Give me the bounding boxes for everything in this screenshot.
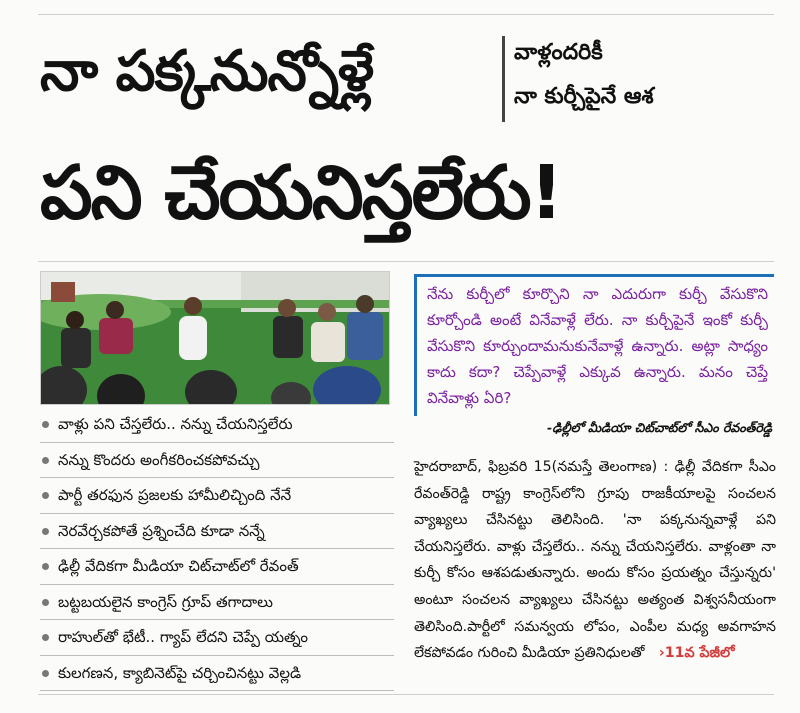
- highlights-list: [40, 407, 394, 691]
- highlight-text: రాహుల్‌తో భేటీ.. గ్యాప్ లేదని చెప్పే యత్నం: [58, 628, 308, 646]
- bullet-icon: [42, 670, 49, 677]
- pull-quote: [414, 274, 774, 416]
- highlight-text: కులగణన, క్యాబినెట్‌పై చర్చించినట్టు వెల్లడి: [58, 663, 302, 682]
- highlight-text: నెరవేర్చకపోతే ప్రశ్నించేది కూడా నన్నే: [58, 521, 265, 540]
- highlight-item: [40, 585, 394, 621]
- highlight-item: [40, 514, 394, 550]
- bullet-icon: [42, 421, 49, 428]
- bullet-icon: [42, 528, 49, 535]
- article-body: [414, 454, 776, 667]
- headline-line-2: పని చేయనిస్తలేరు!: [40, 150, 562, 236]
- meeting-photo: [40, 271, 390, 405]
- continued-on-page[interactable]: 11వ పేజీలో: [664, 645, 735, 662]
- section-rule: [38, 261, 774, 262]
- highlight-text: వాళ్లు పని చేస్తలేరు.. నన్ను చేయనిస్తలేరు: [58, 415, 293, 433]
- continued-arrow-icon: ›: [649, 645, 665, 662]
- kicker: [514, 30, 774, 118]
- article-body-text: హైదరాబాద్, ఫిబ్రవరి 15(నమస్తే తెలంగాణ) : ఢిల్లీ వేదికగా సీఎం రేవంత్‌రెడ్డి రాష్ట్ర కాంగ్రెస్‌లోని గ్రూపు రాజకీయాలపై సంచలన వ్యాఖ్యలు చేసినట్టు తెలిసింది. 'నా పక్కనున్నవాళ్లే పని చేయనిస్తలేరు. వాళ్లు చేస్తలేరు.. నన్ను చేయనిస్తలేరు. వాళ్లంతా నా కుర్చీ కోసం ఆశపడుతున్నారు. అందు కోసం ప్రయత్నం చేస్తున్నరు' అంటూ సంచలన వ్యాఖ్యలు చేసినట్టు అత్యంత విశ్వసనీయంగా తెలిసింది.పార్టీలో సమన్వయ లోపం, ఎంపీల మధ్య అవగాహన లేకపోవడం గురించి మీడియా ప్రతినిధులతో: [414, 459, 776, 662]
- bottom-rule: [38, 694, 774, 695]
- meeting-photo-illustration: [41, 272, 390, 405]
- bullet-icon: [42, 599, 49, 606]
- highlight-item: [40, 620, 394, 656]
- highlight-item: [40, 549, 394, 585]
- bullet-icon: [42, 563, 49, 570]
- highlight-item: [40, 656, 394, 692]
- headline-line-1: నా పక్కనున్నోళ్లే: [40, 39, 374, 104]
- highlight-text: పార్టీ తరఫున ప్రజలకు హామీలిచ్చింది నేనే: [58, 486, 292, 504]
- top-rule: [38, 14, 774, 15]
- highlight-text: నన్ను కొందరు అంగీకరించకపోవచ్చు: [58, 450, 260, 469]
- highlight-item: [40, 478, 394, 514]
- highlight-item: [40, 443, 394, 479]
- bullet-icon: [42, 457, 49, 464]
- bullet-icon: [42, 634, 49, 641]
- kicker-line-2: నా కుర్చీపైనే ఆశ: [514, 83, 654, 109]
- kicker-line-1: వాళ్లందరికీ: [514, 39, 603, 65]
- pull-quote-attribution: -ఢిల్లీలో మీడియా చిట్‌చాట్‌లో సీఎం రేవంత్‌రెడ్డి: [547, 420, 772, 435]
- highlight-text: బట్టబయలైన కాంగ్రెస్ గ్రూప్ తగాదాలు: [58, 592, 273, 611]
- kicker-divider: [502, 36, 505, 122]
- highlight-text: ఢిల్లీ వేదికగా మీడియా చిట్‌చాట్‌లో రేవంత్: [58, 557, 299, 575]
- highlight-item: [40, 407, 394, 443]
- pull-quote-text: నేను కుర్చీలో కూర్చొని నా ఎదురుగా కుర్చీ వేసుకొని కూర్చోండి అంటే వినేవాళ్లే లేరు. నా కుర్చీపైనే ఇంకో కుర్చీ వేసుకొని కూర్చుందామనుకునేవాళ్లే ఉన్నారు. అట్లా సాధ్యం కాదు కదా? చెప్పేవాళ్లే ఎక్కువ ఉన్నారు. మనం చెప్తే వినేవాళ్లు ఏరి?: [427, 285, 768, 407]
- bullet-icon: [42, 492, 49, 499]
